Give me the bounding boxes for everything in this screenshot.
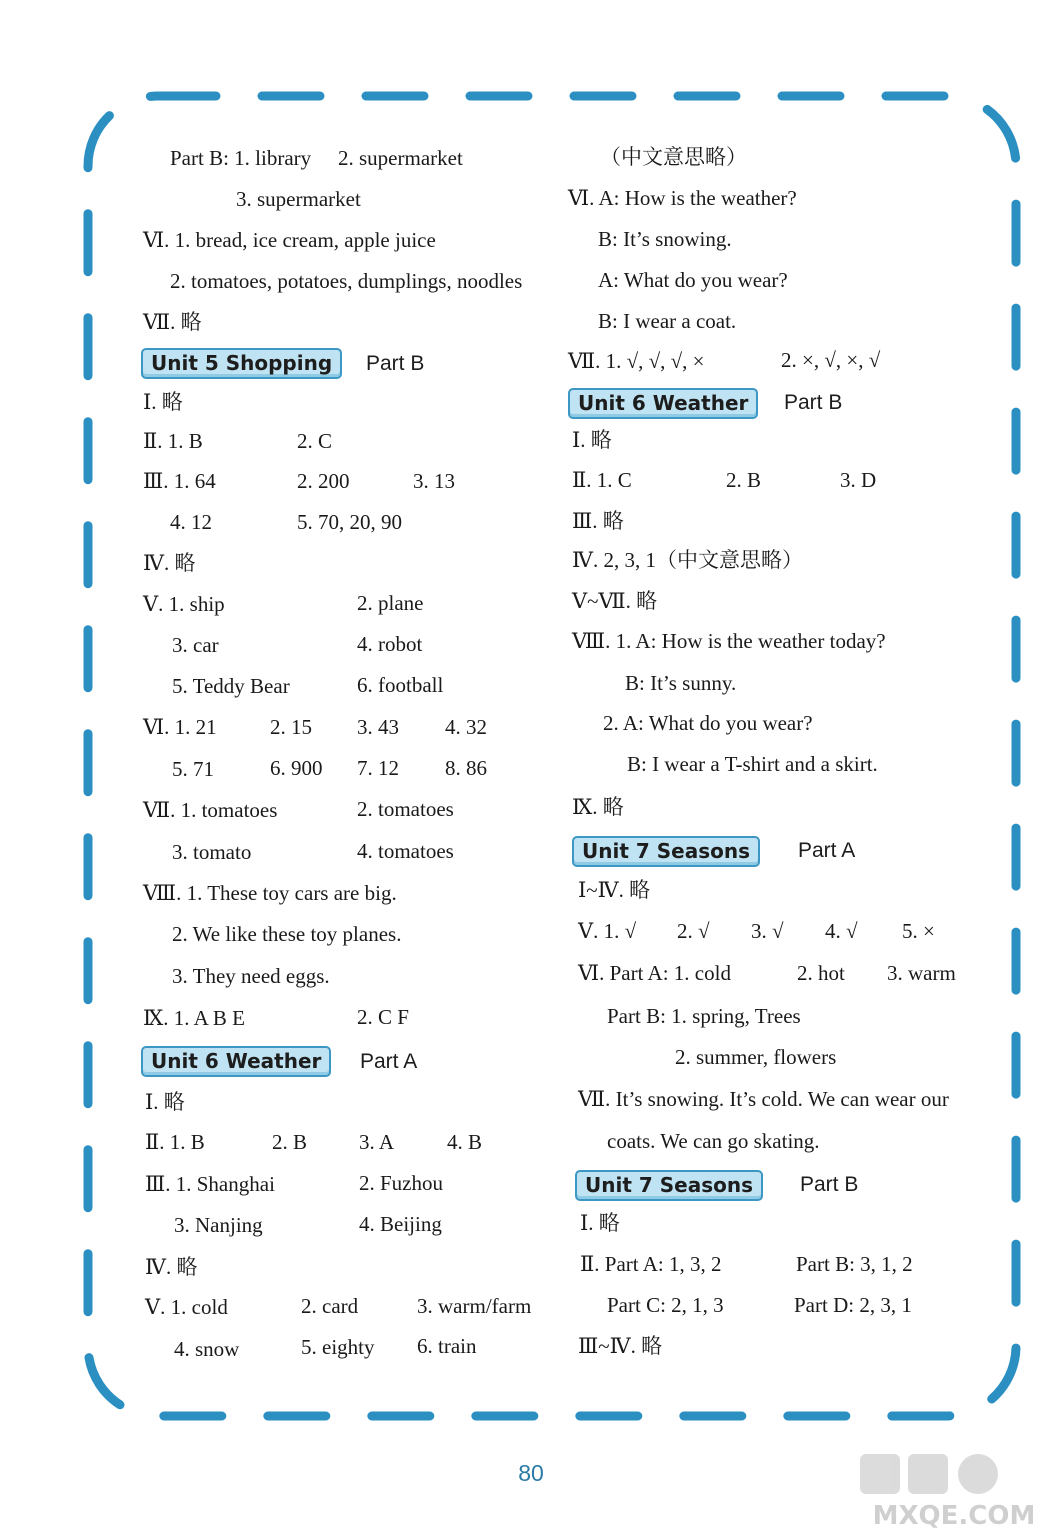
answer-line: Ⅰ. 略 (572, 428, 612, 452)
answer-line: Ⅶ. 1. √, √, √, × (568, 349, 705, 373)
answer-line: 3. 13 (413, 469, 455, 493)
answer-line: 2. 200 (297, 469, 350, 493)
answer-line: Ⅶ. 1. tomatoes (143, 798, 278, 822)
answer-line: Ⅵ. Part A: 1. cold (578, 961, 731, 985)
answer-line: 3. warm/farm (417, 1294, 532, 1318)
answer-line: Ⅴ~Ⅶ. 略 (572, 589, 658, 613)
watermark-text: MXQE.COM (872, 1501, 1036, 1530)
part-label: Part B (800, 1173, 859, 1196)
answer-line: Ⅸ. 略 (572, 795, 624, 819)
answer-line: Ⅳ. 略 (143, 551, 196, 575)
answer-line: Part B: 1. library (170, 146, 312, 170)
answer-line: 2. ×, √, ×, √ (781, 348, 881, 372)
answer-line: 5. 71 (172, 757, 214, 781)
answer-line: Ⅵ. 1. bread, ice cream, apple juice (143, 228, 436, 252)
answer-line: Part D: 2, 3, 1 (794, 1293, 912, 1317)
answer-line: 6. 900 (270, 756, 323, 780)
answer-line: B: I wear a coat. (598, 309, 737, 333)
answer-line: 2. C (297, 429, 333, 453)
answer-line: 2. We like these toy planes. (172, 922, 402, 946)
answer-line: Ⅴ. 1. cold (145, 1295, 228, 1319)
answer-line: 5. 70, 20, 90 (297, 510, 402, 534)
answer-line: 2. supermarket (338, 146, 463, 170)
answer-line: 4. robot (357, 632, 423, 656)
answer-line: 6. train (417, 1334, 477, 1358)
answer-line: 7. 12 (357, 756, 399, 780)
answer-line: 3. tomato (172, 840, 252, 864)
answer-line: A: What do you wear? (598, 268, 788, 292)
answer-line: 3. √ (751, 919, 784, 943)
answer-line: 4. tomatoes (357, 839, 454, 863)
page-number: 80 (518, 1460, 544, 1486)
answer-line: 4. 12 (170, 510, 212, 534)
answer-line: 4. snow (174, 1337, 240, 1361)
answer-line: 6. football (357, 673, 444, 697)
answer-line: Ⅴ. 1. ship (143, 592, 225, 616)
answer-line: Ⅲ. 1. Shanghai (145, 1172, 275, 1196)
answer-line: Ⅷ. 1. A: How is the weather today? (572, 629, 886, 653)
answer-line: 4. B (447, 1130, 483, 1154)
answer-line: 2. tomatoes (357, 797, 454, 821)
answer-line: Part C: 2, 1, 3 (607, 1293, 724, 1317)
answer-line: 2. B (726, 468, 762, 492)
answer-line: 2. hot (797, 961, 845, 985)
answer-line: B: I wear a T-shirt and a skirt. (627, 752, 878, 776)
answer-line: 3. car (172, 633, 219, 657)
answer-line: 3. supermarket (236, 187, 361, 211)
answer-line: Ⅲ. 略 (572, 509, 624, 533)
part-label: Part A (360, 1050, 418, 1073)
answer-line: 5. eighty (301, 1335, 375, 1359)
answer-line: Ⅶ. It’s snowing. It’s cold. We can wear our (578, 1087, 949, 1111)
answer-line: 5. Teddy Bear (172, 674, 290, 698)
answer-line: 2. tomatoes, potatoes, dumplings, noodles (170, 269, 523, 293)
answer-line: Ⅱ. 1. B (145, 1130, 205, 1154)
answer-line: B: It’s sunny. (625, 671, 737, 695)
answer-line: 8. 86 (445, 756, 487, 780)
answer-line: Ⅰ. 略 (580, 1211, 620, 1235)
answer-line: 4. Beijing (359, 1212, 442, 1236)
part-label: Part B (784, 391, 843, 414)
answer-line: Ⅱ. Part A: 1, 3, 2 (580, 1252, 722, 1276)
answer-line: 2. card (301, 1294, 359, 1318)
unit-badge: Unit 7 Seasons (572, 836, 760, 867)
answer-line: Ⅸ. 1. A B E (143, 1006, 245, 1030)
answer-line: B: It’s snowing. (598, 227, 732, 251)
answer-line: 3. They need eggs. (172, 964, 330, 988)
answer-line: Ⅳ. 略 (145, 1255, 198, 1279)
answer-line: 3. warm (887, 961, 956, 985)
answer-line: Ⅱ. 1. B (143, 429, 203, 453)
answer-line: 4. 32 (445, 715, 487, 739)
answer-line: 4. √ (825, 919, 858, 943)
answer-line: 3. Nanjing (174, 1213, 263, 1237)
answer-line: 2. A: What do you wear? (603, 711, 813, 735)
answer-line: 5. × (902, 919, 935, 943)
answer-line: 2. Fuzhou (359, 1171, 443, 1195)
part-label: Part A (798, 839, 856, 862)
answer-line: Ⅱ. 1. C (572, 468, 632, 492)
answer-line: Ⅶ. 略 (143, 310, 202, 334)
answer-line: Part B: 3, 1, 2 (796, 1252, 913, 1276)
answer-line: Part B: 1. spring, Trees (607, 1004, 801, 1028)
unit-badge: Unit 6 Weather (568, 388, 758, 419)
answer-line: 2. C F (357, 1005, 409, 1029)
answer-line: Ⅰ~Ⅳ. 略 (578, 878, 651, 902)
answer-line: 2. summer, flowers (675, 1045, 837, 1069)
answer-line: Ⅴ. 1. √ (578, 919, 637, 943)
answer-line: 3. 43 (357, 715, 399, 739)
answer-line: Ⅲ~Ⅳ. 略 (578, 1334, 663, 1358)
answer-line: 2. √ (677, 919, 710, 943)
unit-badge: Unit 6 Weather (141, 1046, 331, 1077)
answer-line: 3. D (840, 468, 877, 492)
answer-line: Ⅲ. 1. 64 (143, 469, 216, 493)
answer-line: Ⅰ. 略 (143, 390, 183, 414)
watermark-logo (854, 1450, 1054, 1530)
answer-line: 3. A (359, 1130, 395, 1154)
answer-line: Ⅳ. 2, 3, 1（中文意思略） (572, 548, 803, 572)
answer-line: Ⅵ. A: How is the weather? (568, 186, 797, 210)
answer-line: coats. We can go skating. (607, 1129, 820, 1153)
answer-line: 2. plane (357, 591, 424, 615)
unit-badge: Unit 5 Shopping (141, 348, 342, 379)
answer-line: Ⅰ. 略 (145, 1090, 185, 1114)
answer-line: Ⅷ. 1. These toy cars are big. (143, 881, 397, 905)
answer-line: 2. 15 (270, 715, 312, 739)
answer-line: （中文意思略） (600, 145, 747, 169)
answer-line: 2. B (272, 1130, 308, 1154)
unit-badge: Unit 7 Seasons (575, 1170, 763, 1201)
answer-line: Ⅵ. 1. 21 (143, 715, 217, 739)
part-label: Part B (366, 352, 425, 375)
